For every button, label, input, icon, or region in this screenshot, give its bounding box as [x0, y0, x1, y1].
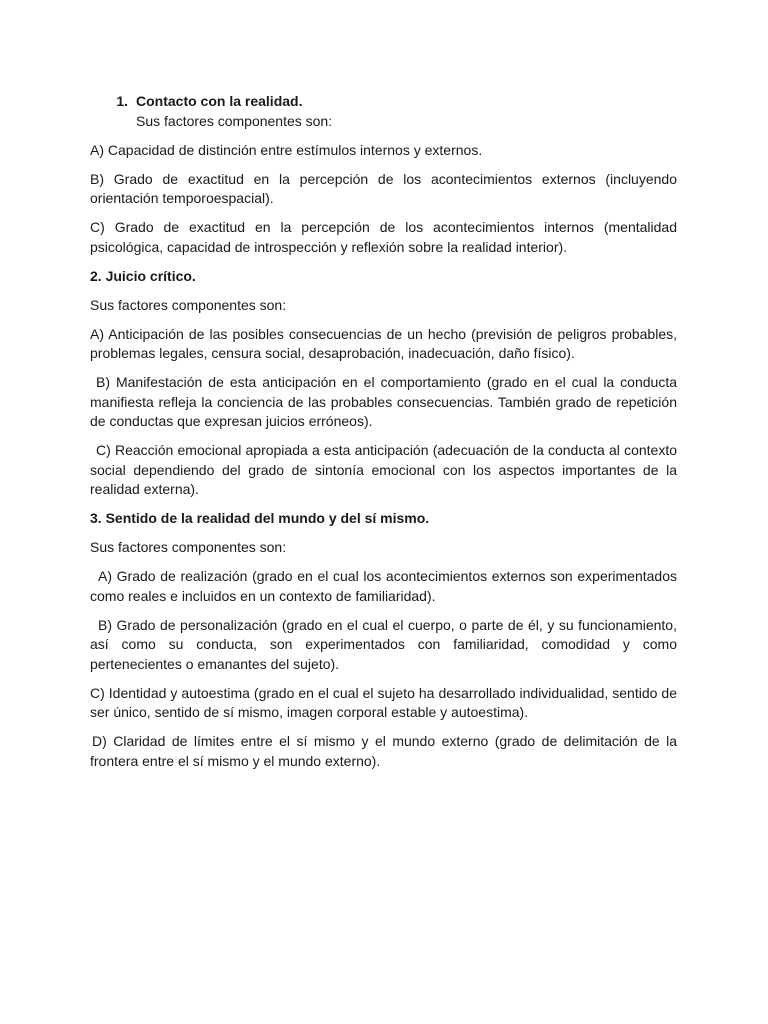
section-2-title: 2. Juicio crítico.	[90, 267, 196, 284]
section-3-item-a: A) Grado de realización (grado en el cual los acontecimientos externos son experimentados como reales e incluidos en un contexto de familiaridad).	[90, 568, 677, 604]
section-2-item-c: C) Reacción emocional apropiada a esta anticipación (adecuación de la conducta al contexto social dependiendo del grado de sintonía emocional con los aspectos importantes de la realidad externa).	[90, 442, 677, 497]
section-1-item-a: A) Capacidad de distinción entre estímulos internos y externos.	[90, 141, 483, 158]
section-1-item-b: B) Grado de exactitud en la percepción de los acontecimientos externos (incluyendo orientación temporoespacial).	[90, 170, 677, 206]
section-2-intro: Sus factores componentes son:	[90, 296, 287, 313]
section-1-header-body	[136, 92, 677, 131]
section-1-header	[90, 92, 677, 131]
section-3-item-c: C) Identidad y autoestima (grado en el cual el sujeto ha desarrollado individualidad, sentido de ser único, sentido de sí mismo, imagen corporal estable y autoestima).	[90, 684, 677, 720]
section-1-number: 1.	[116, 93, 128, 109]
section-3-title: 3. Sentido de la realidad del mundo y del sí mismo.	[90, 510, 430, 526]
section-1-item-c: C) Grado de exactitud en la percepción de los acontecimientos internos (mentalidad psicológica, capacidad de introspección y reflexión sobre la realidad interior).	[90, 219, 677, 255]
section-3-item-b: B) Grado de personalización (grado en el cual el cuerpo, o parte de él, y su funcionamiento, así como su conducta, son experimentados con familiaridad, comodidad y como pertenecientes o emanantes del sujeto).	[90, 616, 677, 672]
section-1-title: Contacto con la realidad.	[136, 93, 303, 109]
section-2-item-a: A) Anticipación de las posibles consecuencias de un hecho (previsión de peligros probables, problemas legales, censura social, desaprobación, inadecuación, daño físico).	[90, 325, 677, 361]
section-2-item-b: B) Manifestación de esta anticipación en el comportamiento (grado en el cual la conducta manifiesta refleja la conciencia de las probables consecuencias. También grado de repetición de conductas que expresan juicios erróneos).	[90, 374, 677, 429]
document-page	[90, 92, 677, 781]
section-3-item-d: D) Claridad de límites entre el sí mismo y el mundo externo (grado de delimitación de la frontera entre el sí mismo y el mundo externo).	[90, 733, 677, 769]
section-3-intro: Sus factores componentes son:	[90, 539, 287, 555]
section-1-intro: Sus factores componentes son:	[136, 112, 333, 129]
